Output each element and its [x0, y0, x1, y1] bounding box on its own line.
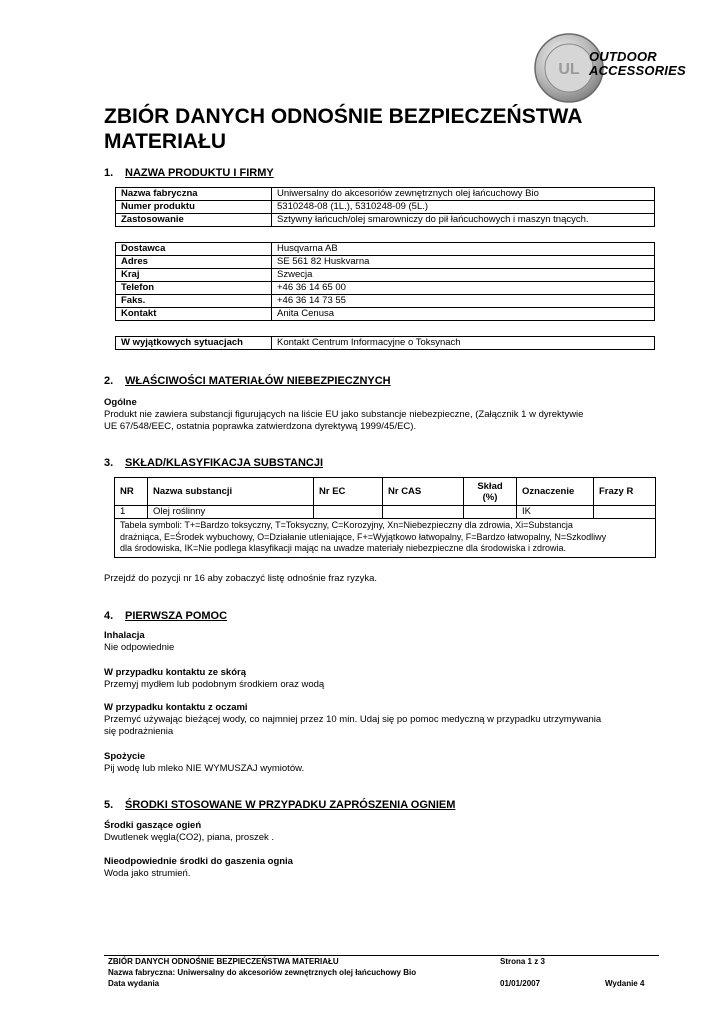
text-line: Produkt nie zawiera substancji figurujących na liście EU jako substancje niebezpieczne, (Załącznik 1 w dyrektywie [104, 409, 584, 420]
footer-page-number: Strona 1 z 3 [500, 957, 545, 966]
row-label: Numer produktu [116, 201, 272, 214]
eye-contact-text [104, 714, 664, 738]
cell-oznaczenie: IK [517, 506, 594, 519]
substance-table [114, 477, 656, 558]
row-label: Dostawca [116, 243, 272, 256]
section-title: NAZWA PRODUKTU I FIRMY [125, 167, 274, 179]
extinguishing-text: Dwutlenek węgla(CO2), piana, proszek . [104, 832, 275, 843]
table-row [116, 214, 655, 227]
table-row [116, 337, 655, 350]
footer-divider [104, 955, 659, 956]
row-value: Szwecja [272, 269, 655, 282]
row-label: Kraj [116, 269, 272, 282]
text-line: się podrażnienia [104, 726, 174, 737]
legend-line: Tabela symboli: T+=Bardzo toksyczny, T=Toksyczny, C=Korozyjny, Xn=Niebezpieczny dla zdrowia, Xi=Substancja [120, 520, 573, 530]
table-row [115, 506, 656, 519]
cell-cas [383, 506, 464, 519]
section-number: 3. [104, 457, 114, 469]
table-header-row [115, 478, 656, 506]
legend-line: drażniąca, E=Środek wybuchowy, O=Działanie utleniające, F+=Wyjątkowo łatwopalny, F=Bardzo łatwopalny, N=Szkodliwy [120, 531, 607, 542]
text-line: Przemyć używając bieżącej wody, co najmniej przez 10 min. Udaj się po pomoc medyczną w przypadku utrzymywania [104, 714, 602, 725]
table-row [116, 308, 655, 321]
section-title: PIERWSZA POMOC [125, 610, 228, 622]
table-row [116, 201, 655, 214]
table-row [116, 188, 655, 201]
footer-trade-name: Nazwa fabryczna: Uniwersalny do akcesoriów zewnętrznych olej łańcuchowy Bio [108, 968, 417, 977]
unsuitable-label: Nieodpowiednie środki do gaszenia ognia [104, 856, 293, 867]
col-header-cas: Nr CAS [383, 478, 464, 506]
logo-line2: ACCESSORIES [589, 63, 686, 78]
cell-frazy [594, 506, 656, 519]
emergency-table [115, 336, 655, 350]
ingestion-label: Spożycie [104, 751, 146, 762]
legend-row [115, 519, 656, 558]
page-title [104, 104, 664, 154]
section-5-heading [104, 799, 455, 811]
legend-line: dla środowiska, IK=Nie podlega klasyfikacji mając na uwadze materiały niebezpieczne dla środowiska i zdrowia. [120, 543, 566, 553]
section-title: SKŁAD/KLASYFIKACJA SUBSTANCJI [125, 457, 324, 469]
row-value: 5310248-08 (1L.), 5310248-09 (5L.) [272, 201, 655, 214]
row-label: Zastosowanie [116, 214, 272, 227]
cell-name: Olej roślinny [148, 506, 314, 519]
header-line: (%) [482, 491, 498, 503]
symbol-legend [115, 519, 656, 558]
skin-contact-label: W przypadku kontaktu ze skórą [104, 667, 247, 678]
table-row [116, 256, 655, 269]
table-row [116, 295, 655, 308]
row-value: Sztywny łańcuch/olej smarowniczy do pił łańcuchowych i maszyn tnących. [272, 214, 655, 227]
section-number: 4. [104, 610, 114, 622]
section-2-heading [104, 375, 391, 387]
table-row [116, 243, 655, 256]
general-label: Ogólne [104, 397, 137, 408]
row-label: Nazwa fabryczna [116, 188, 272, 201]
row-value: Anita Cenusa [272, 308, 655, 321]
section-3-heading [104, 457, 323, 469]
title-line-2: MATERIAŁU [104, 130, 227, 153]
row-value: SE 561 82 Huskvarna [272, 256, 655, 269]
inhalation-text: Nie odpowiednie [104, 642, 175, 653]
section-4-heading [104, 610, 227, 622]
ingestion-text: Pij wodę lub mleko NIE WYMUSZAJ wymiotów. [104, 763, 305, 774]
supplier-table [115, 242, 655, 321]
row-value: Kontakt Centrum Informacyjne o Toksynach [272, 337, 655, 350]
logo-line1: OUTDOOR [589, 49, 657, 64]
header-line: Skład [477, 480, 503, 492]
section-1-heading [104, 167, 274, 179]
section-number: 2. [104, 375, 114, 387]
text-line: UE 67/548/EEC, ostatnia poprawka zatwierdzona dyrektywą 1999/45/EC). [104, 421, 417, 432]
inhalation-label: Inhalacja [104, 630, 145, 641]
col-header-ec: Nr EC [314, 478, 383, 506]
table-row [116, 282, 655, 295]
svg-text:UL: UL [558, 61, 580, 78]
row-value: +46 36 14 65 00 [272, 282, 655, 295]
cell-sklad [464, 506, 517, 519]
col-header-sklad [464, 478, 517, 506]
table-row [116, 269, 655, 282]
footer-doc-title: ZBIÓR DANYCH ODNOŚNIE BEZPIECZEŃSTWA MATERIAŁU [108, 957, 339, 966]
cell-nr: 1 [115, 506, 148, 519]
row-label: W wyjątkowych sytuacjach [116, 337, 272, 350]
title-line-1: ZBIÓR DANYCH ODNOŚNIE BEZPIECZEŃSTWA [104, 105, 583, 128]
section-number: 1. [104, 167, 114, 179]
row-label: Adres [116, 256, 272, 269]
col-header-oznaczenie: Oznaczenie [517, 478, 594, 506]
company-logo [533, 28, 686, 108]
skin-contact-text: Przemyj mydłem lub podobnym środkiem oraz wodą [104, 679, 325, 690]
row-label: Telefon [116, 282, 272, 295]
product-table [115, 187, 655, 227]
section-title: WŁAŚCIWOŚCI MATERIAŁÓW NIEBEZPIECZNYCH [125, 375, 391, 387]
footer-edition: Wydanie 4 [605, 979, 645, 988]
col-header-frazy: Frazy R [594, 478, 656, 506]
row-value: Husqvarna AB [272, 243, 655, 256]
risk-phrases-note: Przejdź do pozycji nr 16 aby zobaczyć listę odnośnie fraz ryzyka. [104, 573, 377, 584]
unsuitable-text: Woda jako strumień. [104, 868, 191, 879]
general-text [104, 409, 664, 433]
eye-contact-label: W przypadku kontaktu z oczami [104, 702, 248, 713]
col-header-nr: NR [115, 478, 148, 506]
section-title: ŚRODKI STOSOWANE W PRZYPADKU ZAPRÓSZENIA OGNIEM [125, 799, 456, 811]
extinguishing-label: Środki gaszące ogień [104, 820, 202, 831]
row-value: Uniwersalny do akcesoriów zewnętrznych olej łańcuchowy Bio [272, 188, 655, 201]
row-label: Faks. [116, 295, 272, 308]
footer-date: 01/01/2007 [500, 979, 541, 988]
col-header-name: Nazwa substancji [148, 478, 314, 506]
footer-issue-label: Data wydania [108, 979, 160, 988]
cell-ec [314, 506, 383, 519]
section-number: 5. [104, 799, 114, 811]
row-value: +46 36 14 73 55 [272, 295, 655, 308]
row-label: Kontakt [116, 308, 272, 321]
